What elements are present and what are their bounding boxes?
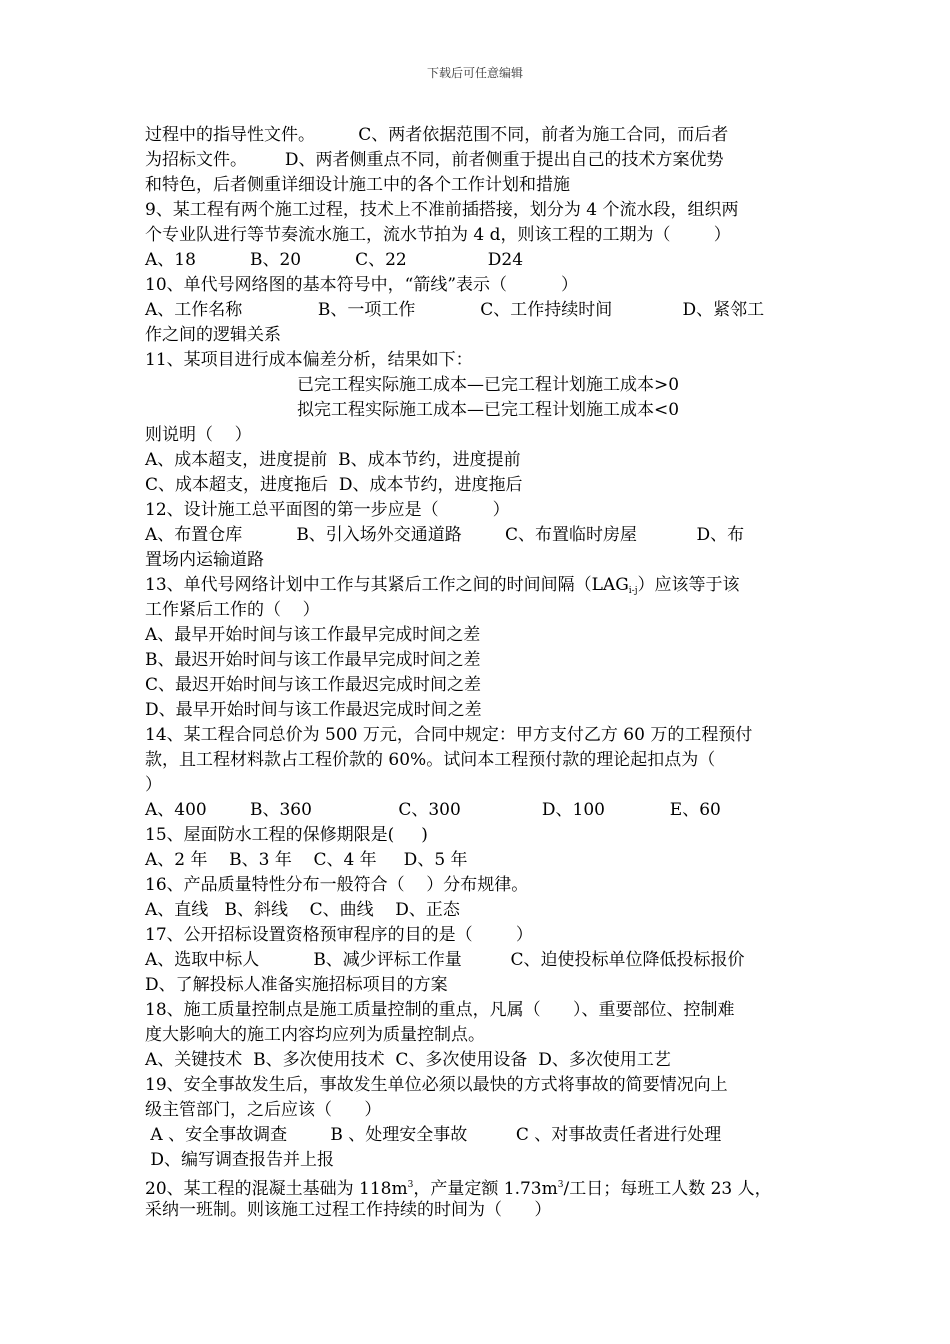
subscript: i-j	[628, 586, 638, 596]
question-13	[145, 573, 807, 598]
options-line: A、布置仓库 B、引入场外交通道路 C、布置临时房屋 D、布	[145, 525, 745, 545]
question-16: 16、产品质量特性分布一般符合（ ）分布规律。	[145, 875, 529, 895]
options-line: A、直线 B、斜线 C、曲线 D、正态	[145, 900, 460, 920]
superscript: 3	[557, 1180, 564, 1190]
text-line: 工作紧后工作的（ ）	[145, 600, 320, 620]
superscript: 3	[407, 1180, 414, 1190]
text-line: 作之间的逻辑关系	[145, 325, 281, 345]
option-line: A、最早开始时间与该工作最早完成时间之差	[145, 625, 481, 645]
options-line: A、成本超支，进度提前 B、成本节约，进度提前	[145, 450, 521, 470]
options-line: A、选取中标人 B、减少评标工作量 C、迫使投标单位降低投标报价	[145, 950, 745, 970]
option-line: D、最早开始时间与该工作最迟完成时间之差	[145, 700, 482, 720]
text-line: 个专业队进行等节奏流水施工，流水节拍为 4 d，则该工程的工期为（ ）	[145, 225, 731, 245]
question-15: 15、屋面防水工程的保修期限是( )	[145, 825, 428, 845]
options-line: A、400 B、360 C、300 D、100 E、60	[145, 800, 721, 820]
page-header: 下载后可任意编辑	[426, 66, 523, 80]
formula-line: 拟完工程实际施工成本—已完工程计划施工成本<0	[297, 400, 680, 420]
text-segment: 13、单代号网络计划中工作与其紧后工作之间的时间间隔（LAG	[145, 575, 629, 595]
question-18: 18、施工质量控制点是施工质量控制的重点，凡属（ ）、重要部位、控制难	[145, 1000, 735, 1020]
options-line: A、18 B、20 C、22 D24	[145, 250, 524, 270]
options-line: C、成本超支，进度拖后 D、成本节约，进度拖后	[145, 475, 523, 495]
question-17: 17、公开招标设置资格预审程序的目的是（ ）	[145, 925, 533, 945]
options-line: A、2 年 B、3 年 C、4 年 D、5 年	[145, 850, 468, 870]
text-segment: ，产量定额 1.73m	[413, 1179, 558, 1199]
question-9: 9、某工程有两个施工过程，技术上不准前插搭接，划分为 4 个流水段，组织两	[145, 200, 739, 220]
text-line: 级主管部门，之后应该（ ）	[145, 1100, 382, 1120]
text-line: 和特色，后者侧重详细设计施工中的各个工作计划和措施	[145, 175, 570, 195]
text-segment: /工日；每班工人数 23 人，	[563, 1179, 772, 1199]
option-line: D、编写调查报告并上报	[145, 1150, 335, 1170]
text-line: 度大影响大的施工内容均应列为质量控制点。	[145, 1025, 485, 1045]
formula-line: 已完工程实际施工成本—已完工程计划施工成本>0	[297, 375, 680, 395]
text-segment: 20、某工程的混凝土基础为 118m	[145, 1179, 408, 1199]
text-segment: ）应该等于该	[637, 575, 740, 595]
question-14: 14、某工程合同总价为 500 万元，合同中规定：甲方支付乙方 60 万的工程预付	[145, 725, 753, 745]
text-line: 为招标文件。 D、两者侧重点不同，前者侧重于提出自己的技术方案优势	[145, 150, 724, 170]
question-12: 12、设计施工总平面图的第一步应是（ ）	[145, 500, 510, 520]
question-10: 10、单代号网络图的基本符号中，“箭线”表示（ ）	[145, 275, 579, 295]
options-line: A、工作名称 B、一项工作 C、工作持续时间 D、紧邻工	[145, 300, 765, 320]
question-19: 19、安全事故发生后，事故发生单位必须以最快的方式将事故的简要情况向上	[145, 1075, 728, 1095]
text-line: 采纳一班制。则该施工过程工作持续的时间为（ ）	[145, 1200, 552, 1220]
options-line: A、关键技术 B、多次使用技术 C、多次使用设备 D、多次使用工艺	[145, 1050, 671, 1070]
question-20	[145, 1173, 807, 1198]
document-body	[145, 123, 807, 1223]
option-line: C、最迟开始时间与该工作最迟完成时间之差	[145, 675, 482, 695]
text-line: 款，且工程材料款占工程价款的 60%。试问本工程预付款的理论起扣点为（	[145, 750, 716, 770]
options-line: A 、安全事故调查 B 、处理安全事故 C 、对事故责任者进行处理	[145, 1125, 722, 1145]
text-line: ）	[145, 775, 162, 795]
question-11: 11、某项目进行成本偏差分析，结果如下：	[145, 350, 473, 370]
text-line: 则说明（ ）	[145, 425, 252, 445]
text-line: 过程中的指导性文件。 C、两者依据范围不同，前者为施工合同，而后者	[145, 125, 729, 145]
option-line: B、最迟开始时间与该工作最早完成时间之差	[145, 650, 481, 670]
text-line: 置场内运输道路	[145, 550, 264, 570]
option-line: D、了解投标人准备实施招标项目的方案	[145, 975, 448, 995]
